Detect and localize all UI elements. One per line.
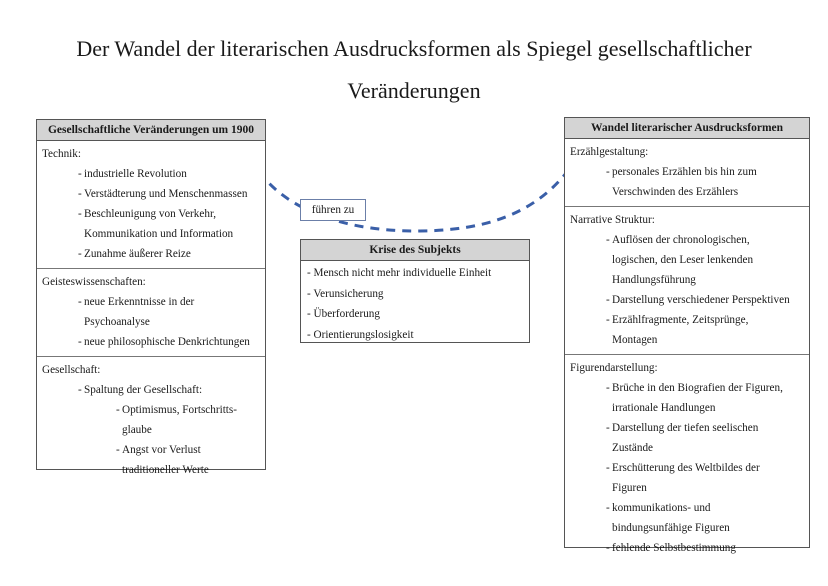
left-box-society <box>36 119 266 476</box>
list-item-text: Beschleunigung von Verkehr, <box>84 208 217 220</box>
crisis-item: - Orientierungslosigkeit <box>307 328 414 341</box>
list-item-text: industrielle Revolution <box>84 168 187 180</box>
list-item-text: neue Erkenntnisse in der <box>84 296 195 308</box>
right-box-literature <box>564 117 810 554</box>
list-item <box>570 230 804 290</box>
list-item-text: Montagen <box>612 334 658 346</box>
list-item-text: Zustände <box>612 442 654 454</box>
list-item-text: glaube <box>122 424 152 436</box>
list-item-text: Erschütterung des Weltbildes der <box>612 462 760 474</box>
list-item-text: Figuren <box>612 482 647 494</box>
middle-box-header: Krise des Subjekts <box>301 240 529 261</box>
list-item-text: Zunahme äußerer Reize <box>84 248 191 260</box>
list-item <box>570 538 804 558</box>
list-item <box>570 458 804 498</box>
list-item <box>42 400 260 440</box>
bullet-dash: - <box>78 168 82 180</box>
bullet-dash: - <box>78 188 82 200</box>
list-item <box>42 380 260 400</box>
right-section <box>565 207 809 355</box>
section-heading: Geisteswissenschaften: <box>42 276 146 288</box>
list-item-text: Handlungsführung <box>612 274 696 286</box>
list-item <box>42 440 260 480</box>
list-item-text: bindungsunfähige Figuren <box>612 522 730 534</box>
bullet-dash: - <box>606 166 610 178</box>
crisis-item: - Überforderung <box>307 308 380 320</box>
list-item <box>570 498 804 538</box>
section-heading: Figurendarstellung: <box>570 362 658 374</box>
list-item-text: Erzählfragmente, Zeitsprünge, <box>612 314 749 326</box>
list-item-text: traditioneller Werte <box>122 464 209 476</box>
bullet-dash: - <box>606 382 610 394</box>
bullet-dash: - <box>606 502 610 514</box>
bullet-dash: - <box>116 404 120 416</box>
list-item <box>42 244 260 264</box>
section-heading: Gesellschaft: <box>42 364 101 376</box>
section-heading: Technik: <box>42 148 81 160</box>
list-item-text: Darstellung verschiedener Perspektiven <box>612 294 790 306</box>
left-section <box>37 269 265 357</box>
section-heading: Erzählgestaltung: <box>570 146 649 158</box>
bullet-dash: - <box>78 384 82 396</box>
page-title: Der Wandel der literarischen Ausdrucksformen als Spiegel gesellschaftlicher Veränderungen <box>76 36 752 103</box>
left-box-header: Gesellschaftliche Veränderungen um 1900 <box>37 120 265 141</box>
list-item-text: Kommunikation und Information <box>84 228 234 240</box>
list-item-text: Angst vor Verlust <box>122 444 201 456</box>
list-item-text: Darstellung der tiefen seelischen <box>612 422 759 434</box>
list-item <box>570 162 804 202</box>
right-box-header: Wandel literarischer Ausdrucksformen <box>565 118 809 139</box>
list-item-text: personales Erzählen bis hin zum <box>612 166 757 178</box>
list-item <box>570 310 804 350</box>
bullet-dash: - <box>606 234 610 246</box>
connector-label: führen zu <box>300 199 366 221</box>
list-item-text: Verschwinden des Erzählers <box>612 186 739 198</box>
list-item <box>42 204 260 244</box>
bullet-dash: - <box>78 296 82 308</box>
list-item-text: fehlende Selbstbestimmung <box>612 542 736 554</box>
left-section <box>37 357 265 484</box>
curved-arrow <box>245 128 594 231</box>
bullet-dash: - <box>606 294 610 306</box>
list-item-text: Psychoanalyse <box>84 316 150 328</box>
list-item <box>570 290 804 310</box>
list-item-text: Verstädterung und Menschenmassen <box>84 188 248 200</box>
list-item <box>570 418 804 458</box>
right-section <box>565 139 809 207</box>
bullet-dash: - <box>606 542 610 554</box>
list-item-text: neue philosophische Denkrichtungen <box>84 336 250 348</box>
list-item-text: irrationale Handlungen <box>612 402 716 414</box>
crisis-item: - Verunsicherung <box>307 287 384 300</box>
bullet-dash: - <box>116 444 120 456</box>
list-item-text: Auflösen der chronologischen, <box>612 234 750 246</box>
bullet-dash: - <box>78 248 82 260</box>
middle-box-crisis <box>300 239 530 343</box>
list-item <box>42 292 260 332</box>
bullet-dash: - <box>78 208 82 220</box>
left-section <box>37 141 265 269</box>
list-item-text: Brüche in den Biografien der Figuren, <box>612 382 783 394</box>
bullet-dash: - <box>78 336 82 348</box>
list-item-text: Optimismus, Fortschritts- <box>122 404 237 416</box>
bullet-dash: - <box>606 314 610 326</box>
list-item <box>42 184 260 204</box>
list-item-text: logischen, den Leser lenkenden <box>612 254 754 266</box>
list-item-text: kommunikations- und <box>612 502 711 514</box>
crisis-item: - Mensch nicht mehr individuelle Einheit <box>307 267 492 279</box>
list-item <box>42 164 260 184</box>
bullet-dash: - <box>606 462 610 474</box>
list-item <box>42 332 260 352</box>
list-item <box>570 378 804 418</box>
list-item-text: Spaltung der Gesellschaft: <box>84 384 203 396</box>
bullet-dash: - <box>606 422 610 434</box>
section-heading: Narrative Struktur: <box>570 214 655 226</box>
right-section <box>565 355 809 562</box>
